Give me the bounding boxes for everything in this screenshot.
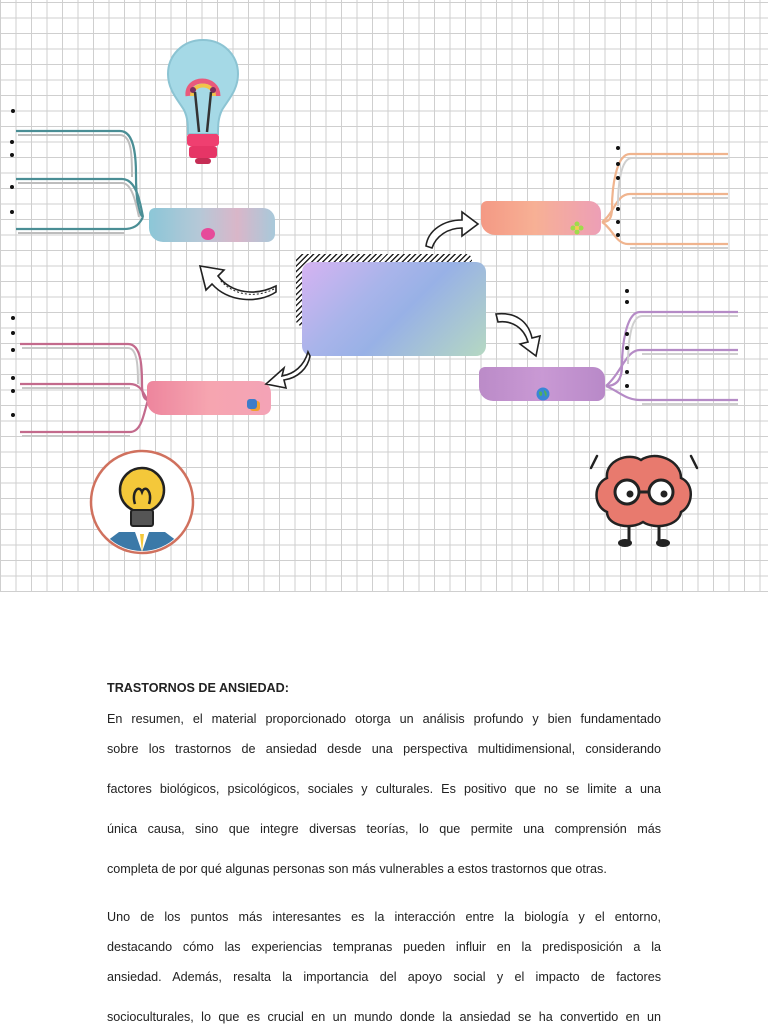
curved-arrow-icon	[196, 256, 280, 308]
center-topic-box	[302, 262, 486, 356]
pin-icon	[201, 228, 215, 240]
bullet	[616, 233, 620, 237]
bullet	[11, 389, 15, 393]
branch-lines-teal	[12, 125, 147, 237]
bullet	[10, 153, 14, 157]
bullet	[616, 162, 620, 166]
bullet	[11, 331, 15, 335]
text-line: única causa, sino que integre diversas teorías, lo que permite una comprensión más	[107, 822, 661, 836]
text-line: Uno de los puntos más interesantes es la interacción entre la biología y el entorno,	[107, 910, 661, 924]
bullet	[10, 140, 14, 144]
bullet	[11, 316, 15, 320]
lightbulb-icon	[162, 36, 244, 174]
flower-icon	[570, 221, 584, 235]
pin-icon	[247, 399, 257, 409]
document-body	[107, 680, 661, 1027]
bullet	[625, 384, 629, 388]
text-line: destacando cómo las experiencias tempranas pueden influir en la predisposición a la	[107, 940, 661, 954]
text-line: sobre los trastornos de ansiedad desde una perspectiva multidimensional, considerando	[107, 742, 661, 756]
bullet	[625, 289, 629, 293]
curved-arrow-icon	[264, 348, 312, 392]
section-title: TRASTORNOS DE ANSIEDAD:	[107, 681, 289, 695]
bullet	[11, 376, 15, 380]
paragraph-1	[107, 709, 661, 879]
bullet	[10, 210, 14, 214]
curved-arrow-icon	[422, 206, 482, 252]
text-line: En resumen, el material proporcionado otorga un análisis profundo y bien fundamentado	[107, 712, 661, 726]
bullet	[616, 207, 620, 211]
branch-lines-purple	[604, 306, 740, 408]
topic-brush-pink	[147, 381, 271, 415]
text-line: factores biológicos, psicológicos, sociales y culturales. Es positivo que no se limite a una	[107, 782, 661, 796]
bullet	[11, 109, 15, 113]
bullet	[625, 300, 629, 304]
text-line: socioculturales, lo que es crucial en un mundo donde la ansiedad se ha convertido en un	[107, 1010, 661, 1024]
globe-icon	[536, 387, 550, 401]
paragraph-2	[107, 907, 661, 1027]
bullet	[616, 176, 620, 180]
bullet	[616, 146, 620, 150]
brain-glasses-icon	[585, 450, 703, 550]
text-line: completa de por qué algunas personas son más vulnerables a estos trastornos que otras.	[107, 862, 607, 876]
bullet	[625, 332, 629, 336]
bullet	[11, 413, 15, 417]
bullet	[11, 348, 15, 352]
branch-lines-pink	[16, 340, 151, 438]
text-line: ansiedad. Además, resalta la importancia del apoyo social y el impacto de factores	[107, 970, 661, 984]
bullet	[616, 220, 620, 224]
bullet	[625, 370, 629, 374]
curved-arrow-icon	[492, 306, 548, 360]
bullet	[10, 185, 14, 189]
bullet	[625, 346, 629, 350]
person-lightbulb-icon	[89, 448, 195, 556]
